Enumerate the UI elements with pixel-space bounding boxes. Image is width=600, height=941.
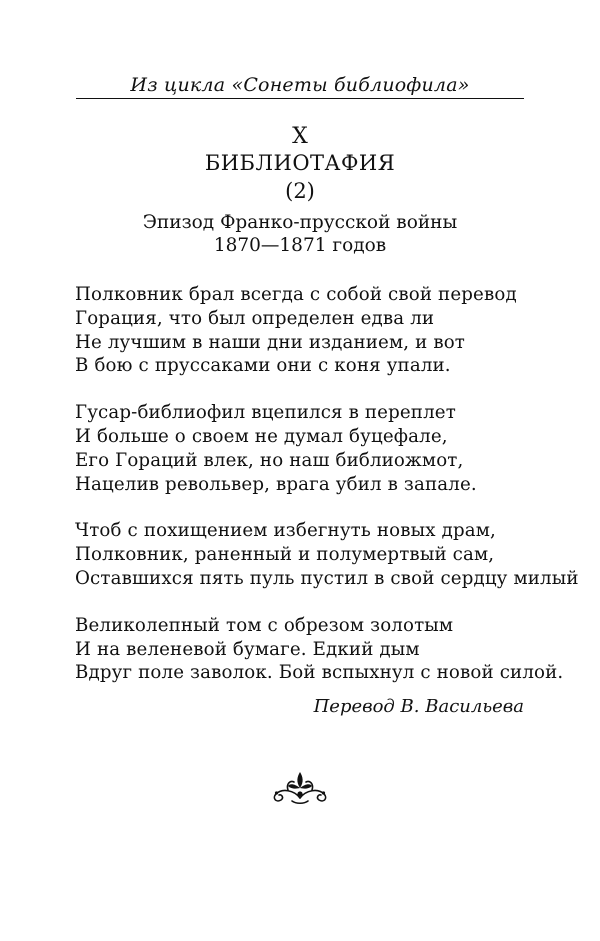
poem-line: Горация, что был определен едва ли (75, 307, 435, 329)
stanza-1 (75, 283, 535, 378)
poem-line: Оставшихся пять пуль пустил в свой сердцу милый (75, 567, 579, 589)
sonnet-number: X (292, 124, 308, 149)
poem-line: В бою с пруссаками они с коня упали. (75, 355, 451, 377)
poem-line: Полковник, раненный и полумертвый сам, (75, 544, 495, 566)
floral-vignette-icon (268, 768, 332, 806)
poem-line: Полковник брал всегда с собой свой перевод (75, 284, 517, 305)
poem-line: Великолепный том с обрезом золотым (75, 614, 454, 636)
running-title: Из цикла «Сонеты библиофила» (130, 74, 470, 96)
sonnet-subtitle: Эпизод Франко-прусской войны (142, 212, 458, 233)
poem-line: И на веленевой бумаге. Едкий дым (75, 638, 420, 660)
poem-line: Чтоб с похищением избегнуть новых драм, (75, 520, 496, 542)
header-divider (76, 98, 524, 99)
sonnet-part: (2) (285, 179, 315, 203)
sonnet-years: 1870—1871 годов (213, 235, 387, 256)
sonnet-title: БИБЛИОТАФИЯ (204, 151, 396, 175)
stanza-3 (75, 519, 579, 590)
poem-line: Вдруг поле заволок. Бой вспыхнул с новой силой. (75, 662, 564, 684)
stanza-2 (75, 401, 535, 496)
stanza-4 (75, 614, 564, 685)
poem-line: Его Гораций влек, но наш библиожмот, (75, 449, 464, 471)
poem-line: Гусар-библиофил вцепился в переплет (75, 402, 456, 424)
poem-line: И больше о своем не думал буцефале, (75, 425, 448, 447)
poem-body (75, 283, 579, 708)
poem-line: Нацелив револьвер, врага убил в запале. (75, 473, 477, 495)
translator-credit: Перевод В. Васильева (313, 696, 524, 717)
poem-line: Не лучшим в наши дни изданием, и вот (75, 331, 466, 353)
